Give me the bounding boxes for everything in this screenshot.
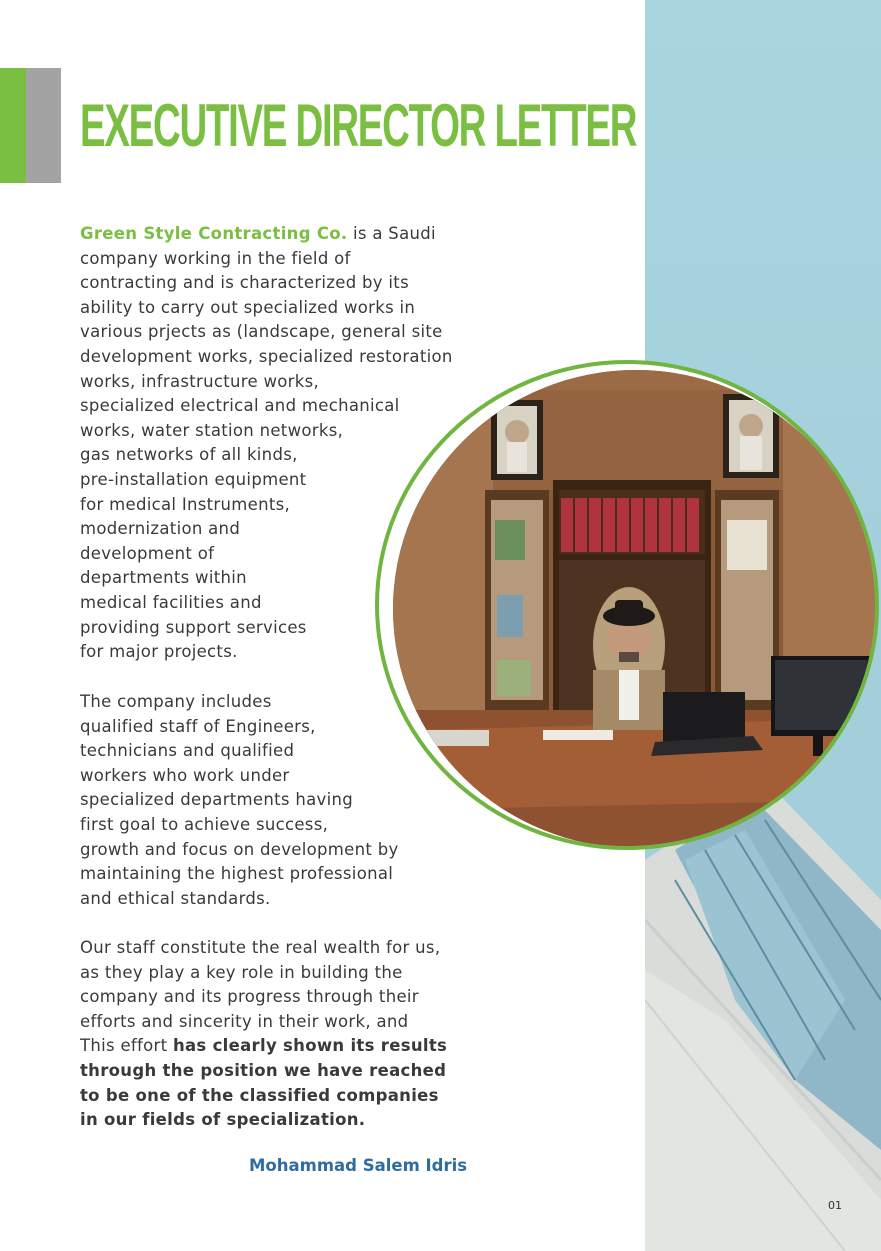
text-line bbox=[80, 1059, 480, 1084]
signature-name: Mohammad Salem Idris bbox=[249, 1156, 468, 1175]
text-line: contracting and is characterized by its bbox=[80, 273, 409, 293]
bold-text: has clearly shown its results bbox=[172, 1036, 448, 1056]
accent-bar-grey bbox=[26, 68, 61, 183]
text-line: various prjects as (landscape, general site bbox=[80, 322, 443, 342]
text-line: company and its progress through their bbox=[80, 987, 419, 1007]
text-line: efforts and sincerity in their work, and bbox=[80, 1011, 409, 1031]
text-line: and ethical standards. bbox=[80, 888, 271, 908]
text-line: growth and focus on development by bbox=[80, 839, 399, 859]
text-line: maintaining the highest professional bbox=[80, 864, 394, 884]
paragraph-wealth bbox=[80, 936, 480, 1133]
bold-text: in our fields of specialization. bbox=[80, 1110, 366, 1130]
text-line: first goal to achieve success, bbox=[80, 814, 329, 834]
text-line: for major projects. bbox=[80, 642, 238, 662]
text-line bbox=[80, 1034, 480, 1059]
text-line: providing support services bbox=[80, 617, 307, 637]
text-line: development works, specialized restoration bbox=[80, 346, 453, 366]
page-title: EXECUTIVE DIRECTOR LETTER bbox=[80, 92, 637, 159]
text-line: specialized electrical and mechanical bbox=[80, 396, 400, 416]
office-photo-illustration bbox=[393, 370, 879, 848]
text-line: ability to carry out specialized works in bbox=[80, 297, 416, 317]
text-line: for medical Instruments, bbox=[80, 494, 291, 514]
bold-text: through the position we have reached bbox=[80, 1060, 447, 1080]
text-line: development of bbox=[80, 543, 215, 563]
text-line: pre-installation equipment bbox=[80, 469, 307, 489]
text-line bbox=[80, 222, 480, 247]
director-office-photo bbox=[375, 360, 879, 850]
text-line: works, water station networks, bbox=[80, 420, 344, 440]
text-line: technicians and qualified bbox=[80, 741, 295, 761]
text-line: qualified staff of Engineers, bbox=[80, 716, 316, 736]
text-line: as they play a key role in building the bbox=[80, 962, 403, 982]
text-line: The company includes bbox=[80, 692, 272, 711]
text-line: departments within bbox=[80, 568, 247, 588]
text-line: modernization and bbox=[80, 519, 241, 539]
text-line: company working in the field of bbox=[80, 248, 351, 268]
text-line bbox=[80, 1108, 480, 1133]
text-line: works, infrastructure works, bbox=[80, 371, 320, 391]
text-line: workers who work under bbox=[80, 765, 290, 785]
text-line-part: This effort bbox=[80, 1036, 173, 1056]
text-line-part: is a Saudi bbox=[347, 224, 436, 243]
accent-bar-green bbox=[0, 68, 26, 183]
text-line bbox=[80, 1084, 480, 1109]
text-line: medical facilities and bbox=[80, 592, 262, 612]
company-name: Green Style Contracting Co. bbox=[80, 224, 348, 243]
text-line: specialized departments having bbox=[80, 790, 353, 810]
bold-text: to be one of the classified companies bbox=[80, 1085, 439, 1105]
text-line: gas networks of all kinds, bbox=[80, 445, 298, 465]
page-number: 01 bbox=[828, 1199, 842, 1212]
text-line: Our staff constitute the real wealth for us, bbox=[80, 938, 441, 957]
